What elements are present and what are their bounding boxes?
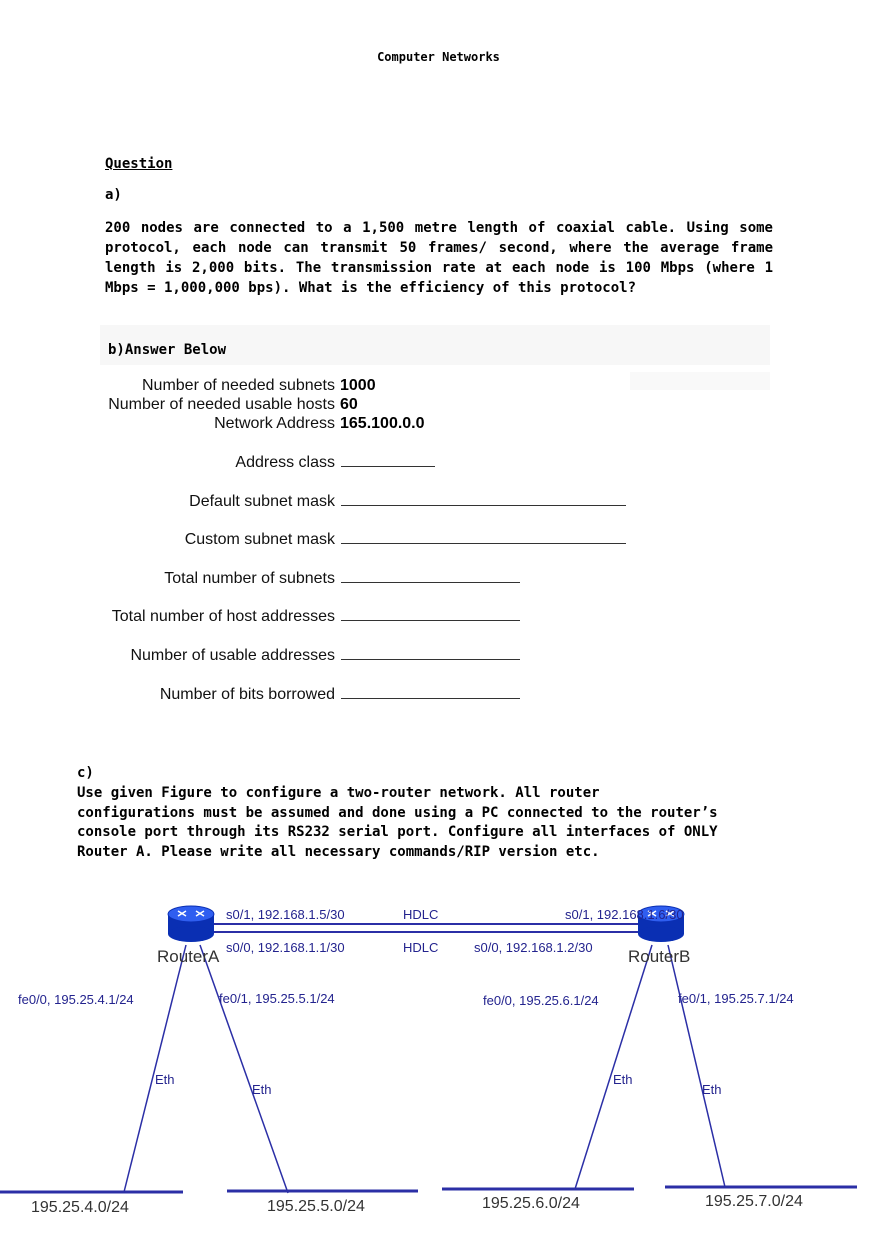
blank-label: Default subnet mask xyxy=(189,492,335,510)
given-value: 1000 xyxy=(340,377,376,394)
blank-label: Address class xyxy=(235,454,335,471)
eth-label: Eth xyxy=(155,1072,175,1087)
blank-label: Number of bits borrowed xyxy=(159,685,335,703)
eth-label: Eth xyxy=(613,1072,633,1087)
answer-blank-line[interactable] xyxy=(341,491,626,506)
blank-row xyxy=(0,645,700,684)
background-shade xyxy=(630,372,770,390)
given-row xyxy=(0,414,500,433)
interface-label: fe0/0, 195.25.6.1/24 xyxy=(483,993,599,1008)
blank-label: Number of usable addresses xyxy=(130,646,335,664)
blank-row xyxy=(0,491,700,530)
answer-blank-line[interactable] xyxy=(341,529,626,544)
blank-label: Total number of subnets xyxy=(164,569,335,587)
part-c-line: console port through its RS232 serial port. Configure all interfaces of ONLY xyxy=(77,824,718,840)
given-label: Number of needed usable hosts xyxy=(108,396,335,413)
blank-row xyxy=(0,529,700,568)
answer-blank-line[interactable] xyxy=(341,684,520,699)
eth-link xyxy=(200,945,288,1193)
blank-label: Total number of host addresses xyxy=(111,608,335,626)
given-label: Number of needed subnets xyxy=(141,377,335,394)
router-a-icon xyxy=(168,906,214,942)
interface-label: fe0/1, 195.25.5.1/24 xyxy=(219,991,335,1006)
blank-row xyxy=(0,684,700,723)
eth-label: Eth xyxy=(252,1082,272,1097)
given-label: Network Address xyxy=(214,415,335,432)
network-label: 195.25.6.0/24 xyxy=(482,1195,580,1212)
answer-blank-line[interactable] xyxy=(341,452,435,467)
part-a-label: a) xyxy=(105,187,122,203)
given-value: 60 xyxy=(340,396,358,413)
interface-label: fe0/1, 195.25.7.1/24 xyxy=(678,991,794,1006)
part-c-line: configurations must be assumed and done using a PC connected to the router’s xyxy=(77,804,718,821)
link-label-b-s01: s0/1, 192.168.1.6/30 xyxy=(565,907,684,922)
answer-blank-line[interactable] xyxy=(341,568,520,583)
given-values xyxy=(0,376,500,433)
answer-blanks xyxy=(0,452,700,722)
given-row xyxy=(0,376,500,395)
given-row xyxy=(0,395,500,414)
router-a-label: RouterA xyxy=(157,947,220,966)
network-diagram xyxy=(0,895,877,1240)
interface-label: fe0/0, 195.25.4.1/24 xyxy=(18,992,134,1007)
question-heading: Question xyxy=(105,156,173,172)
eth-link xyxy=(575,945,652,1189)
blank-label: Custom subnet mask xyxy=(184,531,335,549)
router-b-label: RouterB xyxy=(628,947,691,966)
part-b-label: b)Answer Below xyxy=(108,342,227,358)
part-a-text: 200 nodes are connected to a 1,500 metre length of coaxial cable. Using some protocol, each node can transmit 50 frames/ second, where the average frame length is 2,000 bits. The transmission rate at each node is 100 Mbps (where 1 Mbps = 1,000,000 bps). What is the efficiency of this protocol? xyxy=(105,220,773,296)
answer-blank-line[interactable] xyxy=(341,606,520,621)
network-label: 195.25.7.0/24 xyxy=(705,1193,803,1210)
link-label-protocol: HDLC xyxy=(403,907,439,922)
eth-link xyxy=(124,945,186,1192)
eth-link xyxy=(668,945,725,1187)
answer-blank-line[interactable] xyxy=(341,645,520,660)
eth-label: Eth xyxy=(702,1082,722,1097)
blank-row xyxy=(0,606,700,645)
link-label-protocol: HDLC xyxy=(403,940,439,955)
blank-row xyxy=(0,452,700,491)
network-label: 195.25.5.0/24 xyxy=(267,1198,365,1215)
given-value: 165.100.0.0 xyxy=(340,415,425,432)
link-label-a-s00: s0/0, 192.168.1.1/30 xyxy=(226,940,345,955)
part-c-text xyxy=(77,784,837,862)
link-label-b-s00: s0/0, 192.168.1.2/30 xyxy=(474,940,593,955)
part-c-line: Router A. Please write all necessary commands/RIP version etc. xyxy=(77,843,600,860)
network-label: 195.25.4.0/24 xyxy=(31,1199,129,1216)
part-c-line: Use given Figure to configure a two-router network. All router xyxy=(77,785,600,801)
part-c-label: c) xyxy=(77,765,94,781)
link-label-a-s01: s0/1, 192.168.1.5/30 xyxy=(226,907,345,922)
blank-row xyxy=(0,568,700,607)
page-header: Computer Networks xyxy=(377,50,500,64)
